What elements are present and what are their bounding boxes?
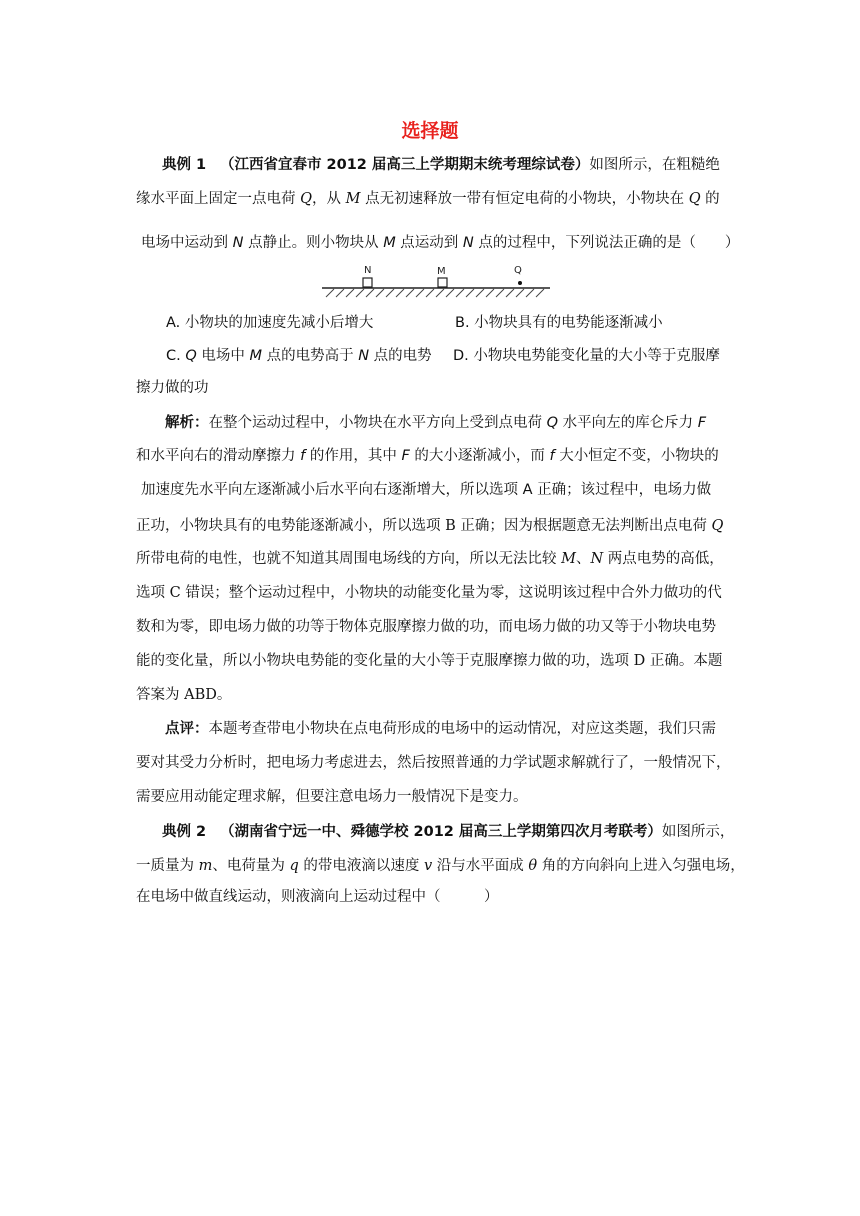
analysis-line-1: 解析：在整个运动过程中，小物块在水平方向上受到点电荷 Q 水平向左的库仑斥力 F — [165, 415, 707, 431]
ex1-line-2: 缘水平面上固定一点电荷 Q，从 M 点无初速释放一带有恒定电荷的小物块，小物块在 Q 的 — [136, 191, 720, 207]
analysis-line-4: 正功，小物块具有的电势能逐渐减小，所以选项 B 正确；因为根据题意无法判断出点电荷 Q — [136, 518, 724, 534]
analysis-line-2: 和水平向右的滑动摩擦力 f 的作用，其中 F 的大小逐渐减小，而 f 大小恒定不变，小物块的 — [136, 448, 719, 464]
comment-line-3: 需要应用动能定理求解，但要注意电场力一般情况下是变力。 — [136, 789, 528, 805]
ex2-source: （湖南省宁远一中、舜德学校 2012 届高三上学期第四次月考联考） — [219, 824, 662, 840]
analysis-line-8: 能的变化量，所以小物块电势能的变化量的大小等于克服摩擦力做的功，选项 D 正确。本题 — [136, 653, 723, 669]
option-d-cont: 擦力做的功 — [136, 380, 209, 396]
ex2-line-1: 典例 2 （湖南省宁远一中、舜德学校 2012 届高三上学期第四次月考联考）如图所示， — [162, 824, 735, 840]
label-n: N — [364, 265, 372, 276]
option-b: B. 小物块具有的电势能逐渐减小 — [455, 315, 663, 331]
option-d: D. 小物块电势能变化量的大小等于克服摩 — [453, 348, 720, 364]
comment-line-2: 要对其受力分析时，把电场力考虑进去，然后按照普通的力学试题求解就行了，一般情况下， — [136, 755, 731, 771]
ex2-label: 典例 2 — [162, 824, 207, 840]
analysis-line-9: 答案为 ABD。 — [136, 687, 232, 703]
ex1-source: （江西省宜春市 2012 届高三上学期期末统考理综试卷） — [219, 157, 590, 173]
charge-diagram — [320, 262, 552, 298]
analysis-line-3: 加速度先水平向左逐渐减小后水平向右逐渐增大，所以选项 A 正确；该过程中，电场力做 — [141, 482, 712, 498]
comment-line-1: 点评：本题考查带电小物块在点电荷形成的电场中的运动情况，对应这类题，我们只需 — [165, 721, 716, 737]
label-m: M — [437, 266, 446, 277]
label-q: Q — [514, 265, 522, 276]
ex2-line-3: 在电场中做直线运动，则液滴向上运动过程中（ ） — [136, 889, 499, 905]
ground-hatching — [326, 289, 544, 297]
option-c: C. Q 电场中 M 点的电势高于 N 点的电势 — [166, 348, 432, 364]
ex2-line-2: 一质量为 m、电荷量为 q 的带电液滴以速度 v 沿与水平面成 θ 角的方向斜向上进入匀强电场， — [136, 858, 745, 874]
ex1-line-3: 电场中运动到 N 点静止。则小物块从 M 点运动到 N 点的过程中，下列说法正确的是（ ） — [141, 235, 740, 251]
block-at-n — [363, 278, 372, 287]
block-at-m — [438, 278, 447, 287]
ex1-label: 典例 1 — [162, 157, 207, 173]
analysis-line-6: 选项 C 错误；整个运动过程中，小物块的动能变化量为零，这说明该过程中合外力做功的代 — [136, 585, 722, 601]
comment-label: 点评： — [165, 721, 209, 737]
analysis-line-5: 所带电荷的电性，也就不知道其周围电场线的方向，所以无法比较 M、N 两点电势的高低， — [136, 551, 724, 567]
ex1-line-1: 典例 1 （江西省宜春市 2012 届高三上学期期末统考理综试卷）如图所示，在粗糙绝 — [162, 157, 720, 173]
page-title: 选择题 — [401, 120, 459, 142]
analysis-label: 解析： — [165, 415, 209, 431]
point-charge-q — [518, 281, 522, 285]
analysis-line-7: 数和为零，即电场力做的功等于物体克服摩擦力做的功，而电场力做的功又等于小物块电势 — [136, 619, 716, 635]
option-a: A. 小物块的加速度先减小后增大 — [166, 315, 374, 331]
